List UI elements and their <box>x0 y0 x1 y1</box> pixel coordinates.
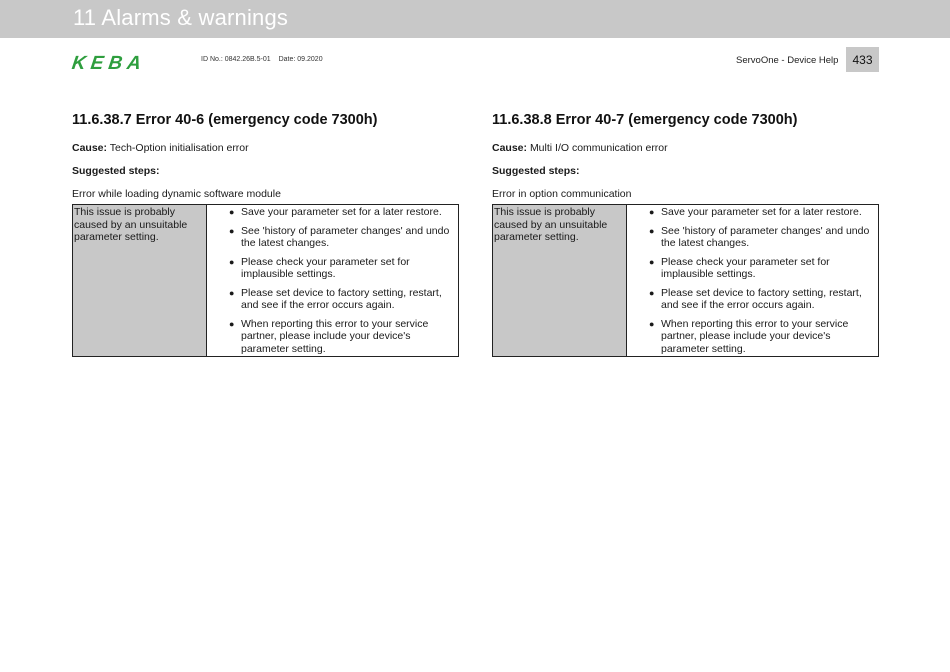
cause-text: Multi I/O communication error <box>529 142 668 154</box>
bullet-icon: ● <box>229 256 235 267</box>
bullet-icon: ● <box>649 256 655 267</box>
list-item: ● See 'history of parameter changes' and undo the latest changes. <box>649 224 870 249</box>
issue-cell: This issue is probably caused by an unsuitable parameter setting. <box>493 205 627 356</box>
bullet-icon: ● <box>229 207 235 217</box>
list-item: ● Save your parameter set for a later restore. <box>649 206 862 218</box>
error-description: Error while loading dynamic software module <box>72 188 281 200</box>
error-description: Error in option communication <box>492 188 632 200</box>
error-section-40-7 <box>492 110 880 357</box>
bullet-icon: ● <box>649 318 655 329</box>
bullet-icon: ● <box>649 207 655 217</box>
list-item: ● Please set device to factory setting, restart, and see if the error occurs again. <box>229 286 442 311</box>
cause-label: Cause: <box>492 142 528 154</box>
bullet-icon: ● <box>649 225 655 236</box>
list-item: ● Please check your parameter set for implausible settings. <box>649 255 830 280</box>
bullet-icon: ● <box>229 225 235 236</box>
error-section-40-6 <box>72 110 460 357</box>
cause-text: Tech-Option initialisation error <box>109 142 249 154</box>
bullet-icon: ● <box>229 287 235 298</box>
suggested-steps-heading: Suggested steps: <box>72 165 160 177</box>
list-item: ● See 'history of parameter changes' and undo the latest changes. <box>229 224 450 249</box>
list-item: ● When reporting this error to your service partner, please include your device's parameter setting. <box>229 317 429 355</box>
steps-list <box>207 205 458 356</box>
document-meta <box>201 56 323 63</box>
document-date: Date: 09.2020 <box>278 56 323 63</box>
list-item: ● Please check your parameter set for implausible settings. <box>229 255 410 280</box>
list-item: ● Please set device to factory setting, restart, and see if the error occurs again. <box>649 286 862 311</box>
section-heading: 11.6.38.8 Error 40-7 (emergency code 7300h) <box>492 112 798 128</box>
product-name: ServoOne - Device Help <box>736 55 839 66</box>
section-heading: 11.6.38.7 Error 40-6 (emergency code 7300h) <box>72 112 378 128</box>
bullet-icon: ● <box>229 318 235 329</box>
chapter-title: 11 Alarms & warnings <box>73 5 289 30</box>
list-item: ● When reporting this error to your service partner, please include your device's parameter setting. <box>649 317 849 355</box>
cause-label: Cause: <box>72 142 108 154</box>
steps-table <box>492 204 879 357</box>
keba-logo: KEBA <box>70 53 148 74</box>
document-id: ID No.: 0842.26B.5-01 <box>201 56 271 63</box>
issue-cell: This issue is probably caused by an unsuitable parameter setting. <box>73 205 207 356</box>
list-item: ● Save your parameter set for a later restore. <box>229 206 442 218</box>
cause-line <box>492 141 880 155</box>
chapter-header-bar <box>0 0 950 38</box>
steps-table <box>72 204 459 357</box>
suggested-steps-heading: Suggested steps: <box>492 165 580 177</box>
cause-line <box>72 141 460 155</box>
page-number: 433 <box>846 47 879 72</box>
bullet-icon: ● <box>649 287 655 298</box>
steps-list <box>627 205 878 356</box>
